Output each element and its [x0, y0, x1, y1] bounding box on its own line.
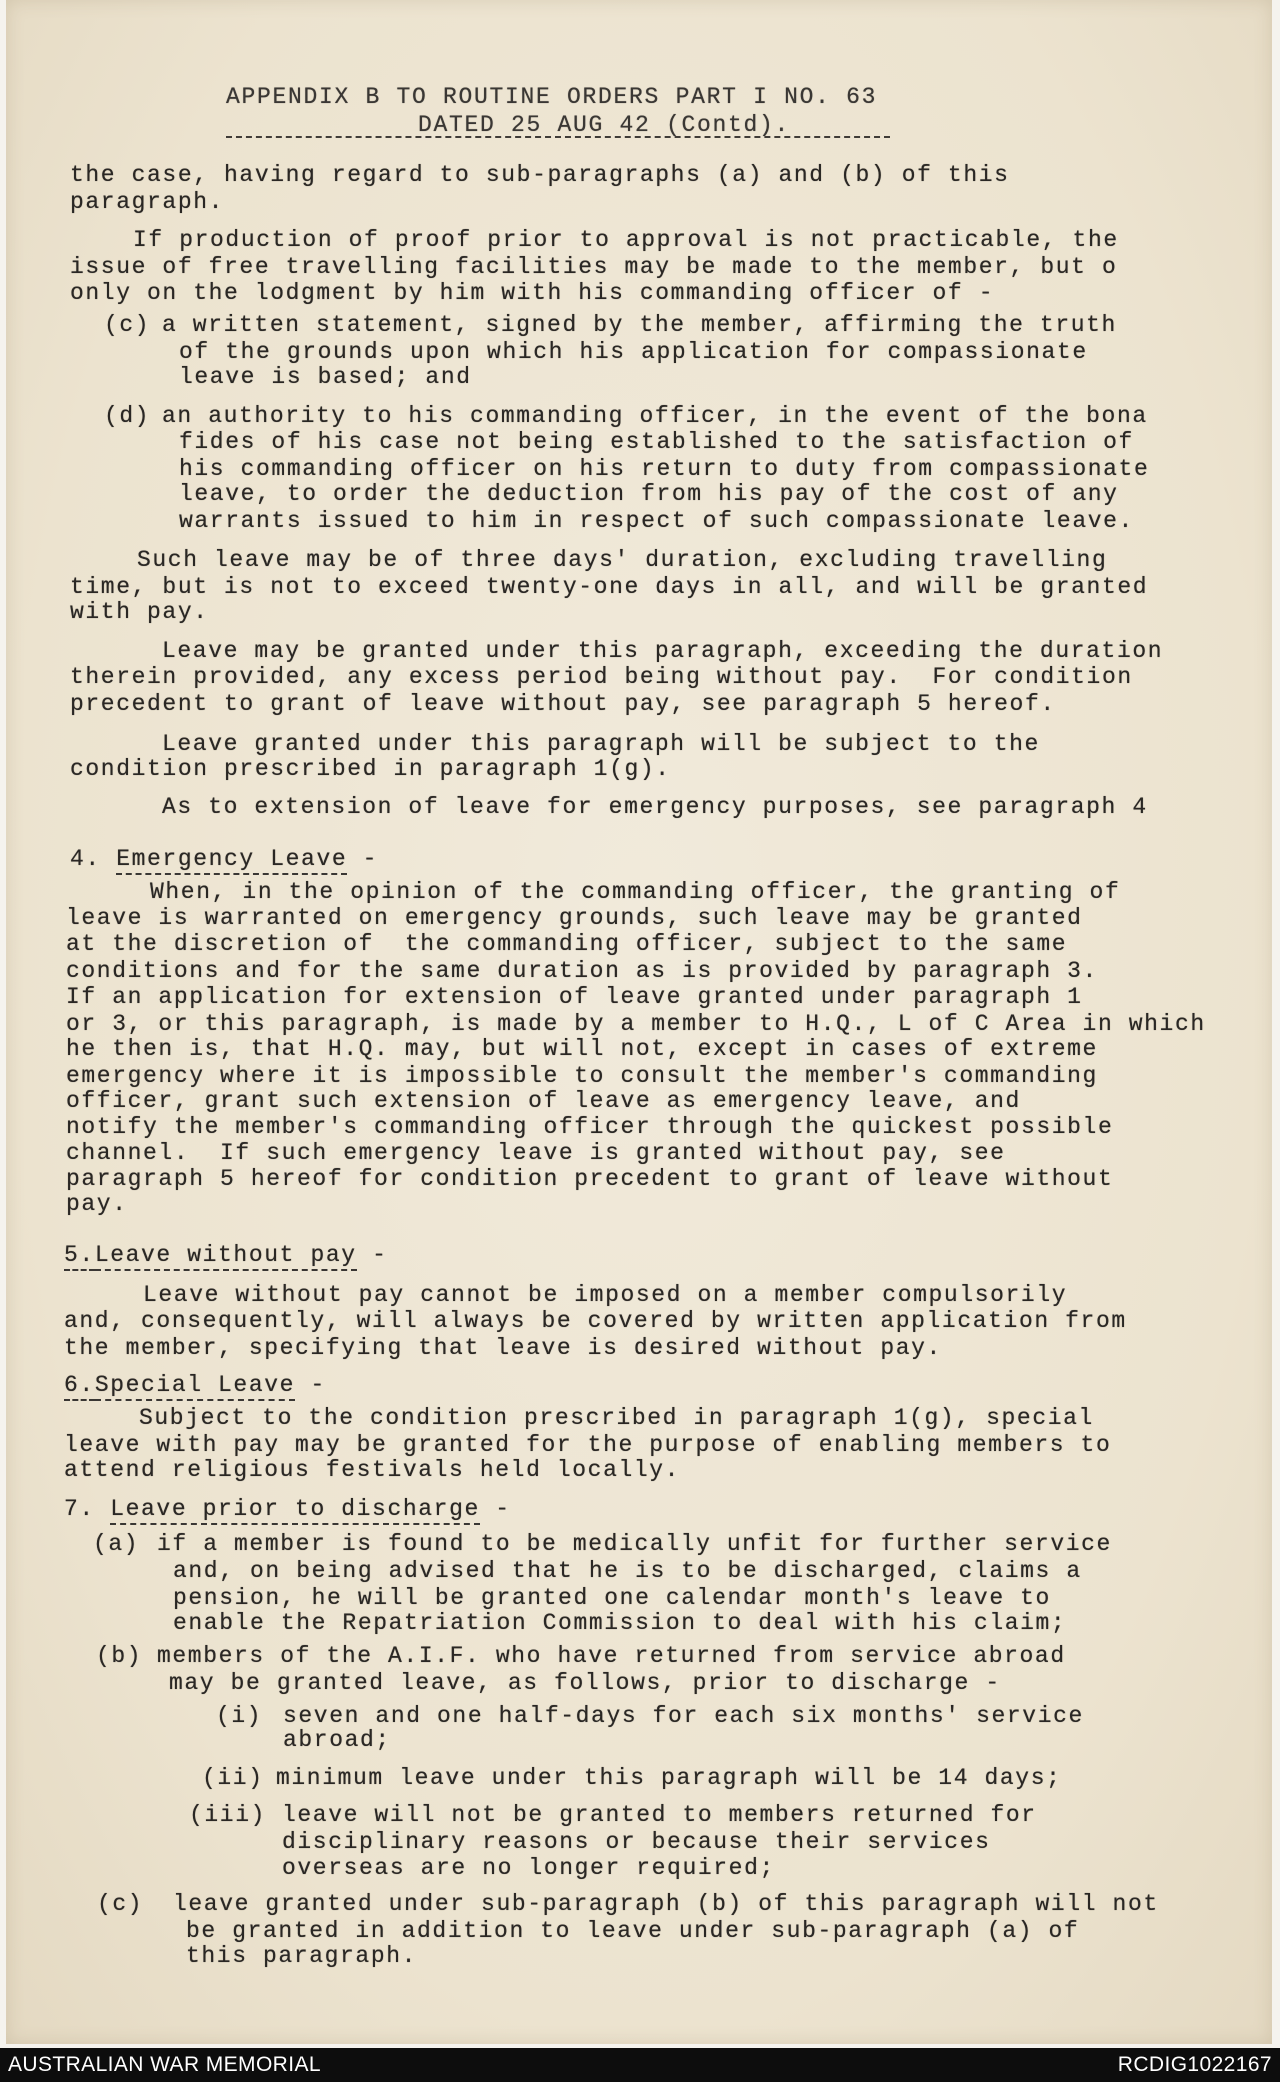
text-line: As to extension of leave for emergency purposes, see paragraph 4	[162, 794, 1148, 820]
text-line: or 3, or this paragraph, is made by a member to H.Q., L of C Area in which	[66, 1011, 1206, 1037]
text-line: be granted in addition to leave under sub-paragraph (a) of	[186, 1918, 1080, 1944]
subitem-label: (ii)	[202, 1765, 264, 1791]
text-line: pension, he will be granted one calendar month's leave to	[173, 1585, 1051, 1611]
section-number: 7.	[64, 1496, 95, 1522]
text-line: officer, grant such extension of leave as emergency leave, and	[66, 1088, 1021, 1114]
section-title: Special Leave	[95, 1372, 295, 1401]
document-title: APPENDIX B TO ROUTINE ORDERS PART I NO. 63	[226, 84, 878, 110]
text-line: leave granted under sub-paragraph (b) of this paragraph will not	[173, 1891, 1159, 1917]
item-label: (a)	[93, 1531, 140, 1557]
section-number: 5.	[64, 1242, 95, 1271]
text-line: and, consequently, will always be covered by written application from	[64, 1308, 1127, 1334]
text-line: seven and one half-days for each six months' service	[283, 1703, 1084, 1729]
text-line: attend religious festivals held locally.	[64, 1457, 681, 1483]
section-number: 4.	[70, 846, 101, 872]
text-line: notify the member's commanding officer through the quickest possible	[66, 1114, 1114, 1140]
document-date: DATED 25 AUG 42 (Contd).	[418, 112, 791, 138]
text-line: with pay.	[70, 599, 209, 625]
section-heading-emergency-leave	[70, 846, 378, 872]
section-number: 6.	[64, 1372, 95, 1401]
text-line: issue of free travelling facilities may be made to the member, but o	[70, 254, 1118, 280]
text-line: leave is warranted on emergency grounds, such leave may be granted	[66, 905, 1083, 931]
text-line: leave, to order the deduction from his pay of the cost of any	[179, 481, 1119, 507]
text-line: emergency where it is impossible to consult the member's commanding	[66, 1063, 1098, 1089]
text-line: and, on being advised that he is to be discharged, claims a	[173, 1558, 1082, 1584]
text-line: overseas are no longer required;	[282, 1855, 775, 1881]
item-label: (c)	[104, 312, 151, 338]
text-line: this paragraph.	[186, 1943, 418, 1969]
item-label: (d)	[104, 403, 151, 429]
section-heading-leave-without-pay	[64, 1242, 387, 1268]
header-rule	[226, 136, 890, 138]
text-line: minimum leave under this paragraph will be 14 days;	[276, 1765, 1062, 1791]
text-line: time, but is not to exceed twenty-one days in all, and will be granted	[70, 574, 1149, 600]
section-heading-special-leave	[64, 1372, 326, 1398]
subitem-label: (iii)	[189, 1802, 267, 1828]
text-line: at the discretion of the commanding officer, subject to the same	[66, 931, 1068, 957]
text-line: a written statement, signed by the member, affirming the truth	[162, 312, 1117, 338]
text-line: paragraph.	[70, 189, 225, 215]
section-heading-leave-prior-to-discharge	[64, 1496, 511, 1522]
text-line: of the grounds upon which his application for compassionate	[179, 339, 1088, 365]
text-line: disciplinary reasons or because their services	[282, 1829, 991, 1855]
item-label: (c)	[97, 1891, 144, 1917]
text-line: condition prescribed in paragraph 1(g).	[70, 756, 671, 782]
text-line: precedent to grant of leave without pay, see paragraph 5 hereof.	[70, 691, 1056, 717]
text-line: only on the lodgment by him with his commanding officer of -	[70, 280, 995, 306]
text-line: leave will not be granted to members returned for	[282, 1802, 1037, 1828]
section-suffix: -	[362, 846, 379, 872]
text-line: the case, having regard to sub-paragraphs (a) and (b) of this	[70, 162, 1010, 188]
text-line: enable the Repatriation Commission to deal with his claim;	[173, 1610, 1067, 1636]
text-line: channel. If such emergency leave is granted without pay, see	[66, 1140, 1006, 1166]
section-suffix: -	[372, 1242, 388, 1268]
section-suffix: -	[310, 1372, 326, 1398]
archive-reference: RCDIG1022167	[1117, 2053, 1272, 2076]
text-line: Leave may be granted under this paragraph, exceeding the duration	[162, 638, 1164, 664]
section-title: Leave without pay	[95, 1242, 357, 1271]
text-line: the member, specifying that leave is desired without pay.	[64, 1335, 942, 1361]
text-line: if a member is found to be medically unfit for further service	[157, 1531, 1112, 1557]
text-line: Leave without pay cannot be imposed on a member compulsorily	[143, 1282, 1068, 1308]
text-line: conditions and for the same duration as is provided by paragraph 3.	[66, 958, 1098, 984]
text-line: may be granted leave, as follows, prior to discharge -	[169, 1670, 1001, 1696]
text-line: Such leave may be of three days' duration, excluding travelling	[137, 547, 1108, 573]
item-label: (b)	[96, 1643, 143, 1669]
section-title: Leave prior to discharge	[110, 1496, 480, 1525]
archive-footer	[0, 2048, 1280, 2082]
text-line: When, in the opinion of the commanding officer, the granting of	[150, 879, 1121, 905]
text-line: pay.	[66, 1191, 128, 1217]
text-line: abroad;	[283, 1727, 391, 1753]
text-line: If an application for extension of leave granted under paragraph 1	[66, 984, 1083, 1010]
text-line: an authority to his commanding officer, in the event of the bona	[162, 403, 1148, 429]
text-line: members of the A.I.F. who have returned from service abroad	[157, 1643, 1066, 1669]
archive-name: AUSTRALIAN WAR MEMORIAL	[8, 2053, 321, 2076]
text-line: leave is based; and	[179, 364, 472, 390]
subitem-label: (i)	[216, 1703, 263, 1729]
text-line: Leave granted under this paragraph will be subject to the	[162, 731, 1040, 757]
text-line: warrants issued to him in respect of such compassionate leave.	[179, 508, 1134, 534]
text-line: If production of proof prior to approval is not practicable, the	[133, 227, 1119, 253]
text-line: leave with pay may be granted for the purpose of enabling members to	[64, 1432, 1112, 1458]
text-line: therein provided, any excess period being without pay. For condition	[70, 664, 1133, 690]
text-line: paragraph 5 hereof for condition precedent to grant of leave without	[66, 1166, 1114, 1192]
section-suffix: -	[495, 1496, 511, 1522]
section-title: Emergency Leave	[116, 846, 347, 875]
text-line: fides of his case not being established to the satisfaction of	[179, 429, 1134, 455]
text-line: Subject to the condition prescribed in paragraph 1(g), special	[139, 1405, 1094, 1431]
text-line: he then is, that H.Q. may, but will not, except in cases of extreme	[66, 1036, 1098, 1062]
text-line: his commanding officer on his return to duty from compassionate	[179, 456, 1150, 482]
